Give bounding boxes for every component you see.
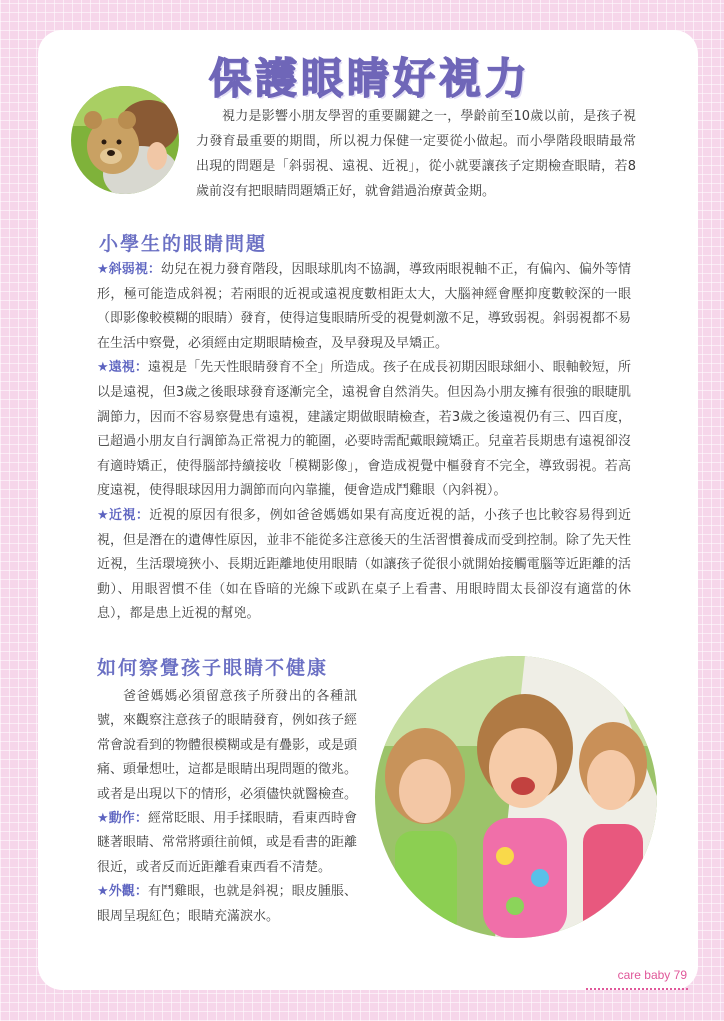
section-detect-body (97, 685, 357, 929)
item-hyperopia (97, 356, 631, 504)
item-label: ★斜弱視： (97, 262, 161, 277)
item-text: 有鬥雞眼，也就是斜視；眼皮腫脹、眼周呈現紅色；眼睛充滿淚水。 (97, 884, 357, 924)
page-folio: care baby 79 (617, 968, 687, 982)
item-myopia (97, 504, 631, 627)
section-detect-intro: 爸爸媽媽必須留意孩子所發出的各種訊號，來觀察注意孩子的眼睛發育，例如孩子經常會說看到的物體很模糊或是有疊影，或是頭痛、頭暈想吐，這都是眼睛出現問題的徵兆。或者是出現以下的情形，必須儘快就醫檢查。 (97, 689, 358, 802)
section-eye-problems-body (97, 258, 631, 627)
item-text: 遠視是「先天性眼睛發育不全」所造成。孩子在成長初期因眼球細小、眼軸較短，所以是遠視，但3歲之後眼球發育逐漸完全，遠視會自然消失。但因為小朋友擁有很強的眼睫肌調節力，因而不容易察覺患有遠視，建議定期做眼睛檢查，若3歲之後遠視仍有三、四百度，已超過小朋友自行調節為正常視力的範圍，必要時需配戴眼鏡矯正。兒童若長期患有遠視卻沒有適時矯正，使得腦部持續接收「模糊影像」，會造成視覺中樞發育不完全，導致弱視。若高度遠視，使得眼球因用力調節而向內靠攏，便會造成鬥雞眼（內斜視）。 (97, 360, 631, 499)
section-heading-detect-unhealthy-eyes: 如何察覺孩子眼睛不健康 (97, 657, 329, 679)
running-girls-photo (375, 656, 657, 938)
item-label: ★遠視： (97, 360, 148, 376)
item-appearance (97, 880, 357, 929)
intro-paragraph: 視力是影響小朋友學習的重要關鍵之一，學齡前至10歲以前，是孩子視力發育最重要的期間，所以視力保健一定要從小做起。而小學階段眼睛最常出現的問題是「斜弱視、遠視、近視」，從小就要讓孩子定期檢查眼睛，若8歲前沒有把眼睛問題矯正好，就會錯過治療黃金期。 (196, 109, 636, 199)
item-behaviour (97, 807, 357, 880)
item-strabismus (97, 258, 631, 356)
item-label: ★外觀： (97, 884, 148, 900)
item-label: ★近視： (97, 507, 150, 523)
item-text: 近視的原因有很多，例如爸爸媽媽如果有高度近視的話，小孩子也比較容易得到近視，但是潛在的遺傳性原因，並非不能從多注意後天的生活習慣養成而受到控制。除了先天性近視，生活環境狹小、長期近距離地使用眼睛（如讓孩子從很小就開始接觸電腦等近距離的活動）、用眼習慣不佳（如在昏暗的光線下或趴在桌子上看書、用眼時間太長卻沒有適當的休息），都是患上近視的幫兇。 (97, 507, 631, 622)
item-text: 幼兒在視力發育階段，因眼球肌肉不協調，導致兩眼視軸不正，有偏內、偏外等情形，極可能造成斜視；若兩眼的近視或遠視度數相距太大，大腦神經會壓抑度數較深的一眼（即影像較模糊的眼睛）發育，使得這隻眼睛所受的視覺刺激不足，導致弱視。斜弱視都不易在生活中察覺，必須經由定期眼睛檢查，及早發現及早矯正。 (97, 262, 631, 351)
section-heading-eye-problems: 小學生的眼睛問題 (99, 233, 268, 255)
page-title: 保護眼睛好視力 (208, 54, 531, 103)
item-text: 經常眨眼、用手揉眼睛，看東西時會瞇著眼睛、常常將頭往前傾，或是看書的距離很近，或者反而近距離看東西看不清楚。 (97, 811, 358, 875)
item-label: ★動作： (97, 811, 148, 827)
folio-dotted-rule (586, 988, 688, 990)
child-with-teddy-bear-photo (71, 86, 179, 194)
